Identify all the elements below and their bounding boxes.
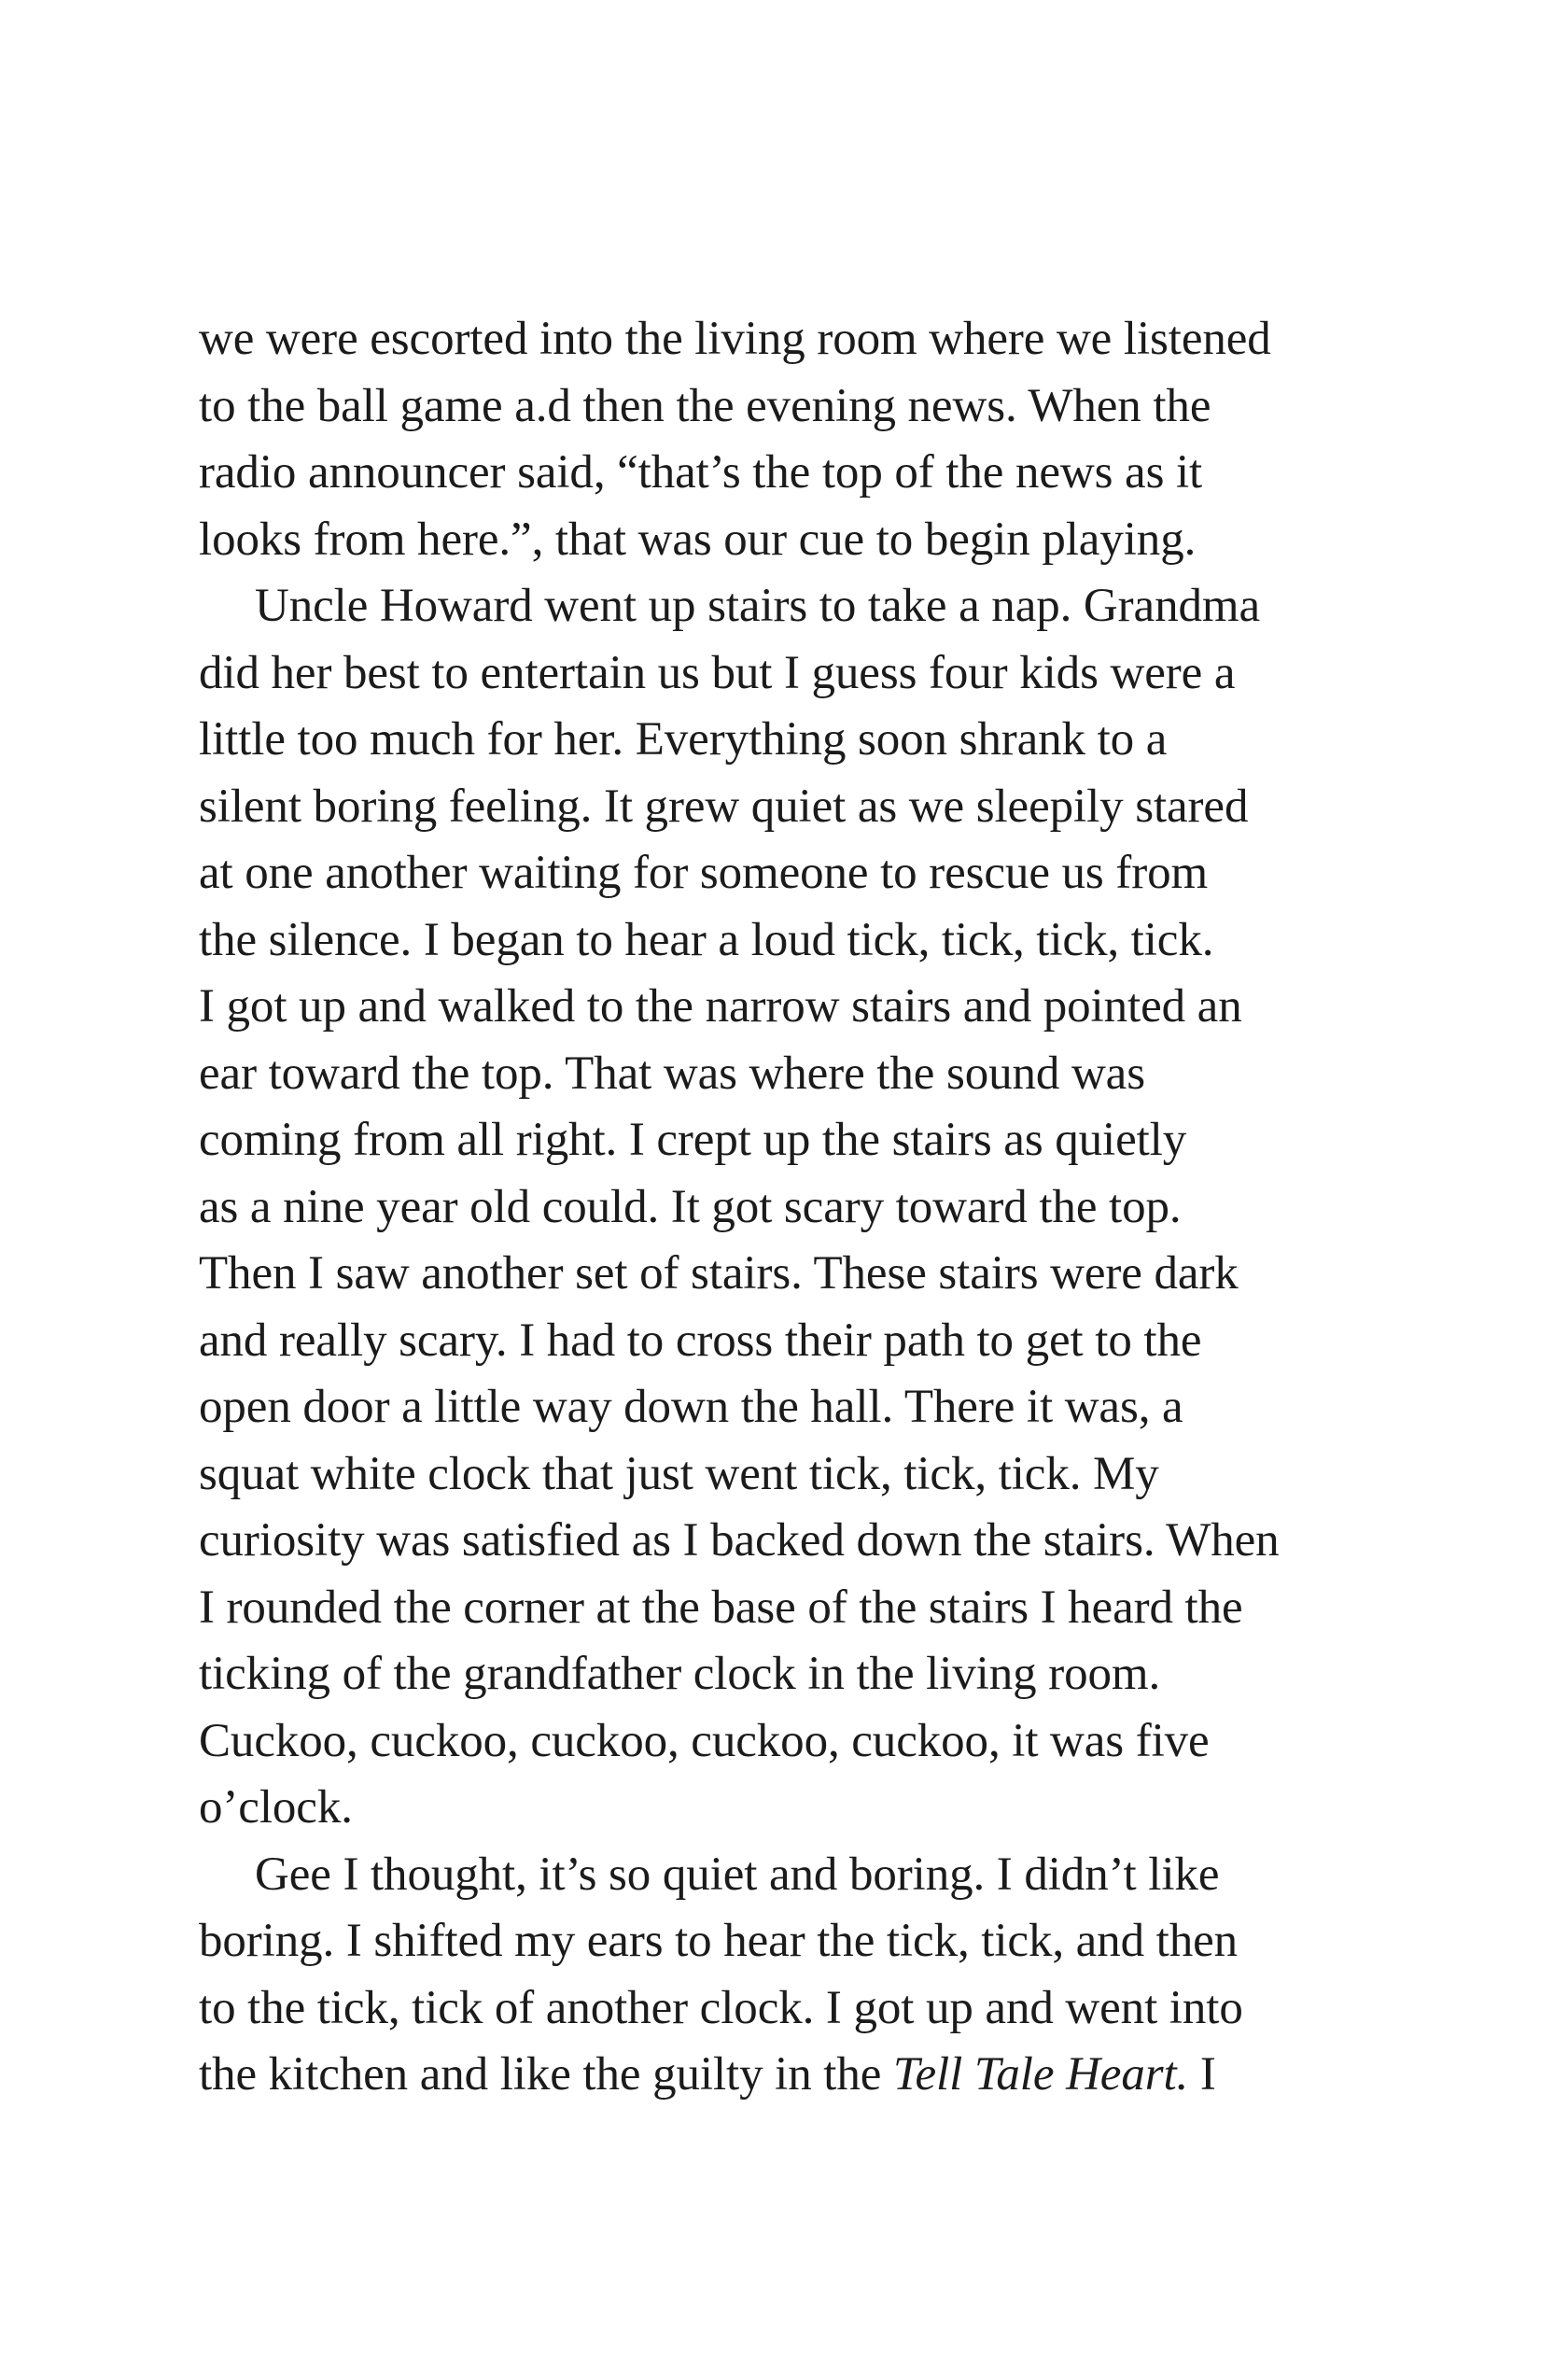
text-segment: the kitchen and like the guilty in the	[199, 2048, 893, 2101]
text-line: Uncle Howard went up stairs to take a nap. Grandma	[255, 580, 1260, 632]
text-line: ear toward the top. That was where the sound was	[199, 1047, 1145, 1100]
text-line: boring. I shifted my ears to hear the tick, tick, and then	[199, 1915, 1239, 1967]
text-line: silent boring feeling. It grew quiet as we sleepily stared	[199, 780, 1249, 833]
text-segment: I	[1188, 2048, 1216, 2101]
text-line: ticking of the grandfather clock in the living room.	[199, 1648, 1161, 1700]
text-line: curiosity was satisfied as I backed down the stairs. When	[199, 1514, 1280, 1567]
text-line: I rounded the corner at the base of the stairs I heard the	[199, 1581, 1243, 1634]
text-line: squat white clock that just went tick, tick, tick. My	[199, 1447, 1159, 1500]
text-line: Cuckoo, cuckoo, cuckoo, cuckoo, cuckoo, it was five	[199, 1714, 1210, 1767]
text-line: to the ball game a.d then the evening news. When the	[199, 379, 1211, 432]
text-line: open door a little way down the hall. There it was, a	[199, 1381, 1183, 1433]
body-text	[199, 306, 1454, 2109]
text-line: and really scary. I had to cross their path to get to the	[199, 1314, 1202, 1367]
text-line: Then I saw another set of stairs. These stairs were dark	[199, 1247, 1239, 1300]
text-line: I got up and walked to the narrow stairs and pointed an	[199, 980, 1242, 1033]
text-line-last	[199, 2042, 1454, 2109]
text-line: coming from all right. I crept up the stairs as quietly	[199, 1114, 1187, 1166]
text-line: o’clock.	[199, 1781, 353, 1834]
text-line: little too much for her. Everything soon shrank to a	[199, 713, 1168, 766]
text-line: as a nine year old could. It got scary toward the top.	[199, 1180, 1182, 1233]
text-line: did her best to entertain us but I guess four kids were a	[199, 646, 1236, 699]
book-title-italic: Tell Tale Heart.	[892, 2048, 1189, 2101]
text-line: at one another waiting for someone to rescue us from	[199, 847, 1209, 899]
text-line: we were escorted into the living room where we listened	[199, 313, 1271, 365]
text-line: looks from here.”, that was our cue to begin playing.	[199, 513, 1197, 566]
text-line: Gee I thought, it’s so quiet and boring. I didn’t like	[255, 1848, 1220, 1901]
text-line: to the tick, tick of another clock. I got up and went into	[199, 1981, 1243, 2034]
text-line: the silence. I began to hear a loud tick, tick, tick, tick.	[199, 913, 1214, 966]
text-line: radio announcer said, “that’s the top of the news as it	[199, 446, 1203, 499]
